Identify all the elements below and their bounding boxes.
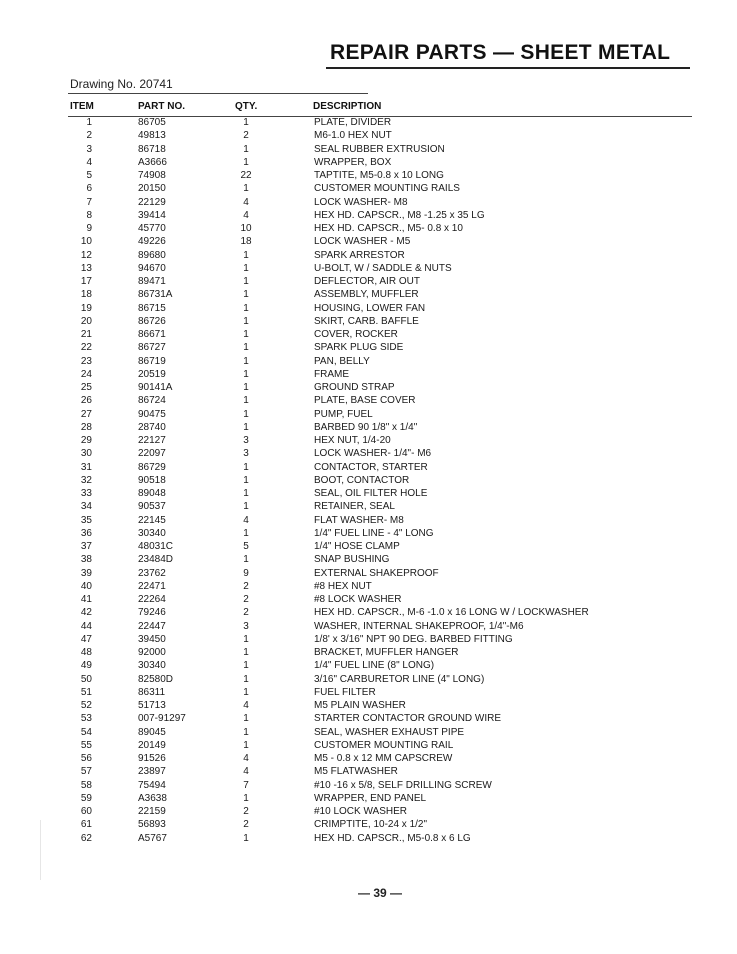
part-number: 22447 (138, 620, 166, 632)
table-row (0, 580, 737, 593)
part-number: 22471 (138, 580, 166, 592)
description: CRIMPTITE, 10-24 x 1/2" (314, 819, 428, 831)
table-row (0, 514, 737, 527)
table-row (0, 394, 737, 407)
part-number: 75494 (138, 779, 166, 791)
item-number: 35 (80, 514, 92, 526)
part-number: 22129 (138, 196, 166, 208)
part-number: 86671 (138, 329, 166, 340)
part-number: A3638 (138, 792, 167, 804)
item-number: 8 (86, 209, 92, 221)
table-row (0, 553, 737, 566)
part-number: 91526 (138, 753, 166, 764)
table-row (0, 818, 737, 831)
table-row (0, 461, 737, 474)
description: HEX HD. CAPSCR., M-6 -1.0 x 16 LONG W / LOCKWASHER (314, 607, 589, 619)
item-number: 62 (80, 832, 92, 844)
page-title: REPAIR PARTS — SHEET METAL (330, 41, 671, 64)
item-number: 19 (80, 302, 92, 314)
description: #10 -16 x 5/8, SELF DRILLING SCREW (314, 779, 492, 791)
table-row (0, 169, 737, 182)
description: LOCK WASHER - M5 (314, 236, 411, 248)
quantity: 1 (243, 143, 249, 155)
quantity: 5 (243, 541, 249, 552)
description: M6-1.0 HEX NUT (314, 130, 392, 142)
item-number: 44 (80, 620, 92, 632)
part-number: 20150 (138, 183, 166, 195)
quantity: 1 (243, 289, 249, 301)
part-number: 86715 (138, 302, 166, 314)
item-number: 53 (80, 713, 92, 725)
item-number: 21 (80, 329, 92, 340)
quantity: 1 (243, 302, 249, 314)
part-number: 90537 (138, 501, 166, 513)
item-number: 18 (80, 289, 92, 301)
description: DEFLECTOR, AIR OUT (314, 276, 420, 287)
description: BOOT, CONTACTOR (314, 474, 410, 486)
description: TAPTITE, M5-0.8 x 10 LONG (314, 170, 444, 181)
quantity: 1 (243, 315, 249, 327)
part-number: 22127 (138, 435, 166, 446)
quantity: 22 (240, 170, 252, 181)
page-number: — 39 — (358, 886, 403, 900)
quantity: 4 (243, 514, 249, 526)
table-row (0, 792, 737, 805)
quantity: 1 (243, 382, 249, 393)
part-number: 86719 (138, 355, 166, 367)
part-number: 45770 (138, 223, 166, 234)
table-row (0, 302, 737, 315)
item-number: 60 (80, 806, 92, 817)
part-number: 49226 (138, 236, 166, 248)
quantity: 1 (243, 276, 249, 287)
description: EXTERNAL SHAKEPROOF (314, 567, 439, 579)
table-row (0, 540, 737, 553)
description: FRAME (314, 368, 349, 380)
item-number: 37 (80, 541, 92, 552)
item-number: 54 (80, 726, 92, 738)
drawing-number: Drawing No. 20741 (70, 77, 173, 91)
description: HEX HD. CAPSCR., M5-0.8 x 6 LG (314, 832, 471, 844)
part-number: 82580D (138, 673, 174, 685)
part-number: 39414 (138, 209, 166, 221)
part-number: A3666 (138, 156, 167, 168)
description: M5 PLAIN WASHER (314, 700, 406, 711)
quantity: 3 (243, 620, 249, 632)
item-number: 39 (80, 567, 92, 579)
description: #10 LOCK WASHER (314, 806, 407, 817)
part-number: 49813 (138, 130, 166, 142)
item-number: 12 (80, 249, 92, 261)
quantity: 2 (243, 580, 249, 592)
quantity: 1 (243, 739, 249, 751)
item-number: 27 (80, 408, 92, 420)
description: PUMP, FUEL (314, 408, 373, 420)
table-row (0, 726, 737, 739)
item-number: 61 (80, 819, 92, 831)
quantity: 1 (243, 342, 249, 354)
table-row (0, 143, 737, 156)
table-row (0, 699, 737, 712)
table-row (0, 805, 737, 818)
item-number: 7 (86, 196, 92, 208)
table-row (0, 381, 737, 394)
quantity: 1 (243, 726, 249, 738)
description: PLATE, BASE COVER (314, 395, 416, 407)
part-number: 23484D (138, 554, 174, 566)
table-row (0, 355, 737, 368)
quantity: 1 (243, 832, 249, 844)
description: CONTACTOR, STARTER (314, 461, 428, 473)
drawing-underline (68, 93, 368, 94)
part-number: 20519 (138, 368, 166, 380)
table-row (0, 368, 737, 381)
table-row (0, 487, 737, 500)
item-number: 49 (80, 660, 92, 672)
description: HOUSING, LOWER FAN (314, 302, 426, 314)
item-number: 51 (80, 686, 92, 698)
table-row (0, 474, 737, 487)
description: 1/8' x 3/16" NPT 90 DEG. BARBED FITTING (314, 633, 513, 645)
description: SEAL RUBBER EXTRUSION (314, 143, 445, 155)
quantity: 1 (243, 461, 249, 473)
description: GROUND STRAP (314, 382, 395, 393)
quantity: 18 (240, 236, 252, 248)
description: BARBED 90 1/8" x 1/4" (314, 421, 418, 433)
part-number: 007-91297 (138, 713, 186, 725)
table-row (0, 739, 737, 752)
table-row (0, 196, 737, 209)
item-number: 34 (80, 501, 92, 513)
table-row (0, 633, 737, 646)
item-number: 32 (80, 474, 92, 486)
item-number: 29 (80, 435, 92, 446)
quantity: 1 (243, 368, 249, 380)
description: M5 - 0.8 x 12 MM CAPSCREW (314, 753, 453, 764)
table-row (0, 182, 737, 195)
part-number: 22159 (138, 806, 166, 817)
part-number: 28740 (138, 421, 166, 433)
description: RETAINER, SEAL (314, 501, 395, 513)
item-number: 17 (80, 276, 92, 287)
part-number: 79246 (138, 607, 166, 619)
description: CUSTOMER MOUNTING RAILS (314, 183, 460, 195)
description: ASSEMBLY, MUFFLER (314, 289, 419, 301)
item-number: 56 (80, 753, 92, 764)
quantity: 1 (243, 329, 249, 340)
item-number: 1 (86, 117, 92, 128)
table-row (0, 421, 737, 434)
item-number: 25 (80, 382, 92, 393)
table-row (0, 832, 737, 845)
part-number: 20149 (138, 739, 166, 751)
part-number: 30340 (138, 527, 166, 539)
part-number: 23897 (138, 766, 166, 778)
description: CUSTOMER MOUNTING RAIL (314, 739, 454, 751)
item-number: 36 (80, 527, 92, 539)
part-number: 90518 (138, 474, 166, 486)
item-number: 3 (86, 143, 92, 155)
table-row (0, 249, 737, 262)
table-row (0, 116, 737, 129)
item-number: 5 (86, 170, 92, 181)
table-row (0, 673, 737, 686)
part-number: 74908 (138, 170, 166, 181)
item-number: 13 (80, 262, 92, 274)
table-row (0, 288, 737, 301)
description: COVER, ROCKER (314, 329, 398, 340)
quantity: 1 (243, 117, 249, 128)
quantity: 1 (243, 501, 249, 513)
description: 3/16" CARBURETOR LINE (4" LONG) (314, 673, 485, 685)
item-number: 31 (80, 461, 92, 473)
item-number: 41 (80, 594, 92, 605)
table-row (0, 262, 737, 275)
part-number: 51713 (138, 700, 166, 711)
quantity: 1 (243, 673, 249, 685)
quantity: 1 (243, 488, 249, 499)
item-number: 24 (80, 368, 92, 380)
table-row (0, 765, 737, 778)
item-number: 28 (80, 421, 92, 433)
quantity: 4 (243, 700, 249, 711)
item-number: 50 (80, 673, 92, 685)
item-number: 2 (86, 130, 92, 142)
table-row (0, 129, 737, 142)
description: HEX HD. CAPSCR., M5- 0.8 x 10 (314, 223, 463, 234)
table-row (0, 593, 737, 606)
parts-table (0, 116, 737, 845)
quantity: 1 (243, 713, 249, 725)
description: SKIRT, CARB. BAFFLE (314, 315, 419, 327)
quantity: 4 (243, 196, 249, 208)
description: 1/4" HOSE CLAMP (314, 541, 400, 552)
quantity: 1 (243, 633, 249, 645)
quantity: 9 (243, 567, 249, 579)
title-underline (326, 67, 690, 69)
quantity: 2 (243, 607, 249, 619)
quantity: 1 (243, 474, 249, 486)
table-row (0, 567, 737, 580)
item-number: 20 (80, 315, 92, 327)
quantity: 1 (243, 395, 249, 407)
item-number: 40 (80, 580, 92, 592)
description: LOCK WASHER- M8 (314, 196, 408, 208)
quantity: 2 (243, 806, 249, 817)
table-row (0, 328, 737, 341)
table-row (0, 659, 737, 672)
table-row (0, 779, 737, 792)
part-number: 89471 (138, 276, 166, 287)
part-number: A5767 (138, 832, 167, 844)
quantity: 1 (243, 249, 249, 261)
table-row (0, 686, 737, 699)
description: 1/4" FUEL LINE - 4" LONG (314, 527, 434, 539)
table-row (0, 434, 737, 447)
item-number: 38 (80, 554, 92, 566)
item-number: 10 (80, 236, 92, 248)
item-number: 52 (80, 700, 92, 711)
description: HEX HD. CAPSCR., M8 -1.25 x 35 LG (314, 209, 485, 221)
part-number: 89045 (138, 726, 166, 738)
part-number: 86731A (138, 289, 173, 301)
part-number: 30340 (138, 660, 166, 672)
table-row (0, 606, 737, 619)
part-number: 89048 (138, 488, 166, 499)
quantity: 1 (243, 527, 249, 539)
table-row (0, 222, 737, 235)
item-number: 59 (80, 792, 92, 804)
quantity: 1 (243, 408, 249, 420)
item-number: 57 (80, 766, 92, 778)
part-number: 90475 (138, 408, 166, 420)
description: STARTER CONTACTOR GROUND WIRE (314, 713, 502, 725)
part-number: 92000 (138, 647, 166, 658)
description: PLATE, DIVIDER (314, 117, 392, 128)
item-number: 30 (80, 448, 92, 460)
description: SEAL, WASHER EXHAUST PIPE (314, 726, 465, 738)
table-row (0, 752, 737, 765)
table-row (0, 500, 737, 513)
part-number: 22264 (138, 594, 166, 605)
quantity: 4 (243, 753, 249, 764)
item-number: 47 (80, 633, 92, 645)
part-number: 86705 (138, 117, 166, 128)
description: WRAPPER, BOX (314, 156, 392, 168)
item-number: 33 (80, 488, 92, 499)
description: #8 LOCK WASHER (314, 594, 402, 605)
table-row (0, 527, 737, 540)
table-row (0, 235, 737, 248)
item-number: 55 (80, 739, 92, 751)
part-number: 39450 (138, 633, 166, 645)
table-row (0, 341, 737, 354)
part-number: 22097 (138, 448, 166, 460)
quantity: 1 (243, 686, 249, 698)
column-header-part-no: PART NO. (138, 101, 186, 112)
quantity: 2 (243, 594, 249, 605)
item-number: 26 (80, 395, 92, 407)
scan-margin-mark (40, 820, 41, 880)
quantity: 1 (243, 262, 249, 274)
description: FUEL FILTER (314, 686, 376, 698)
quantity: 4 (243, 209, 249, 221)
part-number: 86727 (138, 342, 166, 354)
table-row (0, 447, 737, 460)
item-number: 22 (80, 342, 92, 354)
description: M5 FLATWASHER (314, 766, 398, 778)
table-row (0, 315, 737, 328)
description: 1/4" FUEL LINE (8" LONG) (314, 660, 435, 672)
quantity: 10 (240, 223, 252, 234)
part-number: 86726 (138, 315, 166, 327)
item-number: 6 (86, 183, 92, 195)
description: WRAPPER, END PANEL (314, 792, 427, 804)
description: HEX NUT, 1/4-20 (314, 435, 391, 446)
item-number: 58 (80, 779, 92, 791)
quantity: 1 (243, 355, 249, 367)
quantity: 1 (243, 647, 249, 658)
part-number: 86724 (138, 395, 166, 407)
quantity: 1 (243, 554, 249, 566)
table-row (0, 646, 737, 659)
description: SPARK ARRESTOR (314, 249, 405, 261)
table-row (0, 712, 737, 725)
quantity: 2 (243, 819, 249, 831)
item-number: 4 (86, 156, 92, 168)
description: BRACKET, MUFFLER HANGER (314, 647, 459, 658)
quantity: 1 (243, 792, 249, 804)
quantity: 3 (243, 435, 249, 446)
table-row (0, 408, 737, 421)
description: WASHER, INTERNAL SHAKEPROOF, 1/4"-M6 (314, 620, 524, 632)
item-number: 23 (80, 355, 92, 367)
part-number: 89680 (138, 249, 166, 261)
item-number: 9 (86, 223, 92, 234)
column-header-item: ITEM (70, 101, 94, 112)
description: PAN, BELLY (314, 355, 370, 367)
description: #8 HEX NUT (314, 580, 372, 592)
description: SNAP BUSHING (314, 554, 390, 566)
part-number: 48031C (138, 541, 174, 552)
table-row (0, 156, 737, 169)
description: U-BOLT, W / SADDLE & NUTS (314, 262, 452, 274)
part-number: 56893 (138, 819, 166, 831)
quantity: 7 (243, 779, 249, 791)
quantity: 1 (243, 660, 249, 672)
part-number: 86311 (138, 686, 166, 698)
quantity: 1 (243, 156, 249, 168)
table-row (0, 209, 737, 222)
part-number: 86718 (138, 143, 166, 155)
description: SPARK PLUG SIDE (314, 342, 404, 354)
quantity: 1 (243, 421, 249, 433)
item-number: 42 (80, 607, 92, 619)
description: SEAL, OIL FILTER HOLE (314, 488, 428, 499)
part-number: 22145 (138, 514, 166, 526)
column-header-description: DESCRIPTION (313, 101, 382, 112)
description: FLAT WASHER- M8 (314, 514, 404, 526)
description: LOCK WASHER- 1/4"- M6 (314, 448, 432, 460)
part-number: 23762 (138, 567, 166, 579)
part-number: 90141A (138, 382, 173, 393)
column-header-qty: QTY. (235, 101, 258, 112)
part-number: 94670 (138, 262, 166, 274)
part-number: 86729 (138, 461, 166, 473)
quantity: 4 (243, 766, 249, 778)
table-row (0, 275, 737, 288)
quantity: 1 (243, 183, 249, 195)
item-number: 48 (80, 647, 92, 658)
table-row (0, 620, 737, 633)
quantity: 3 (243, 448, 249, 460)
quantity: 2 (243, 130, 249, 142)
